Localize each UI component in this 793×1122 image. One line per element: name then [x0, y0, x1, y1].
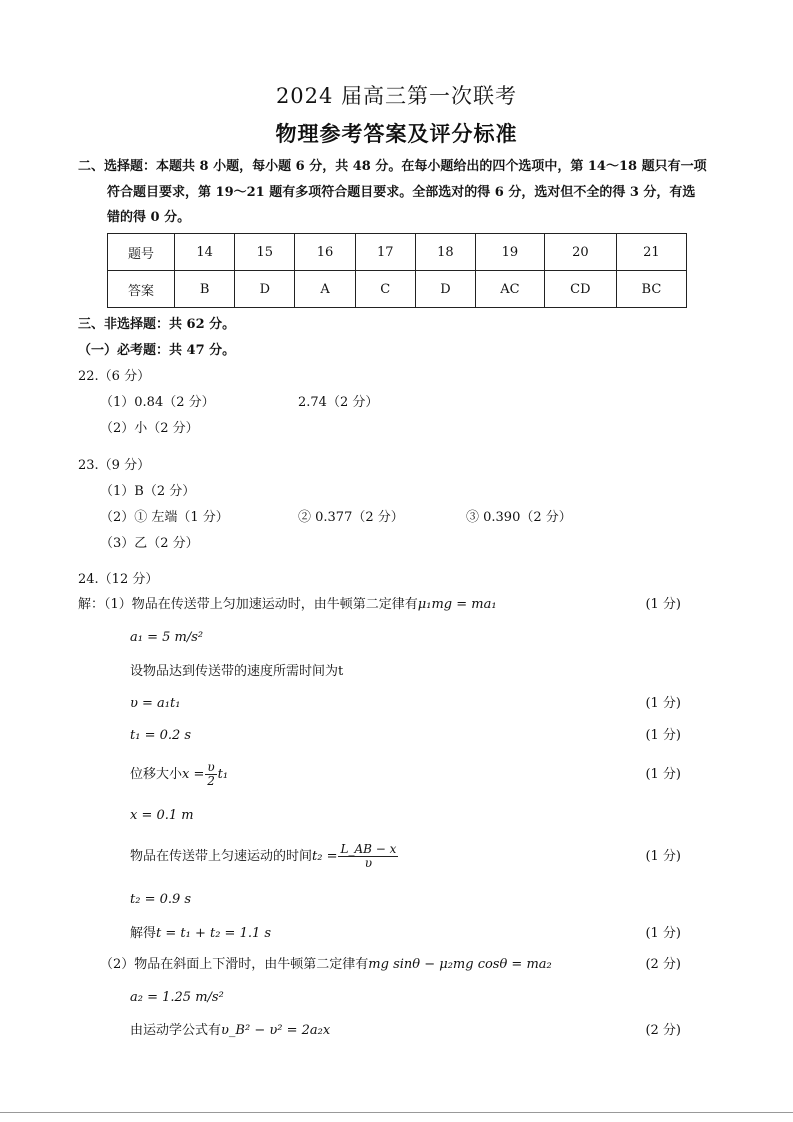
q22-part1-answer2: 2.74（2 分）: [298, 395, 379, 410]
fraction-numerator: L_AB − x: [340, 842, 397, 856]
score-mark: (1 分): [645, 926, 681, 941]
table-cell: CD: [544, 271, 616, 308]
table-cell: 18: [415, 234, 475, 271]
equation: mg sinθ − μ₂mg cosθ = ma₂: [368, 957, 552, 972]
table-cell: 15: [235, 234, 295, 271]
q24-text: 设物品达到传送带的速度所需时间为t: [130, 664, 344, 679]
equation: υ = a₁t₁: [130, 696, 181, 711]
q24-displacement: [130, 760, 228, 790]
q24-result: [130, 924, 271, 944]
table-row-numbers: [108, 234, 687, 271]
q24-text: 由运动学公式有: [130, 1023, 222, 1038]
page-bottom-rule: [0, 1112, 793, 1113]
q24-kinematics: [130, 1021, 330, 1041]
table-header-answer: 答案: [108, 271, 175, 308]
table-cell: D: [235, 271, 295, 308]
section3-subheading: （一）必考题：共 47 分。: [78, 343, 236, 358]
q23-part2-answer1: （2）① 左端（1 分）: [100, 510, 229, 525]
score-mark: (1 分): [645, 597, 681, 612]
q23-part2-answer3: ③ 0.390（2 分）: [466, 510, 572, 525]
equation: t₂ = 0.9 s: [130, 892, 192, 907]
q24-part2: [100, 955, 552, 975]
equation: a₁ = 5 m/s²: [130, 630, 204, 645]
equation: t = t₁ + t₂ = 1.1 s: [156, 926, 272, 941]
score-mark: (2 分): [645, 1023, 681, 1038]
score-mark: (1 分): [645, 728, 681, 743]
table-cell: 21: [616, 234, 686, 271]
exam-title: 2024 届高三第一次联考: [275, 84, 518, 108]
equation: t₁ = 0.2 s: [130, 728, 192, 743]
fraction-numerator: υ: [207, 760, 215, 774]
table-row-answers: [108, 271, 687, 308]
q24-text: 物品在传送带上匀速运动的时间: [130, 849, 313, 864]
table-cell: 20: [544, 234, 616, 271]
fraction-denominator: 2: [207, 774, 215, 788]
equation-lhs: t₂ =: [312, 849, 338, 864]
section2-intro-line2: 符合题目要求，第 19～21 题有多项符合题目要求。全部选对的得 6 分，选对但不全的得 3 分，有选: [107, 185, 696, 200]
table-cell: B: [175, 271, 235, 308]
score-mark: (2 分): [645, 957, 681, 972]
table-cell: AC: [476, 271, 545, 308]
q24-intro-text: 解：（1）物品在传送带上匀加速运动时，由牛顿第二定律有: [78, 597, 418, 612]
equation-lhs: x =: [182, 767, 205, 782]
q23-number: 23.（9 分）: [78, 458, 151, 473]
score-mark: (1 分): [645, 767, 681, 782]
q24-text: 位移大小: [130, 767, 183, 782]
q23-part3-answer: （3）乙（2 分）: [100, 536, 199, 551]
table-cell: C: [355, 271, 415, 308]
q22-part2-answer: （2）小（2 分）: [100, 421, 199, 436]
table-cell: A: [295, 271, 355, 308]
q24-number: 24.（12 分）: [78, 572, 159, 587]
fraction: [338, 843, 398, 870]
q24-step1: [78, 595, 497, 615]
q23-part2-answer2: ② 0.377（2 分）: [298, 510, 404, 525]
table-cell: 16: [295, 234, 355, 271]
q24-text: 解得: [130, 926, 157, 941]
equation: a₂ = 1.25 m/s²: [130, 990, 224, 1005]
q23-part1-answer: （1）B（2 分）: [100, 484, 196, 499]
equation: υ_B² − υ² = 2a₂x: [221, 1023, 331, 1038]
section2-intro-line3: 错的得 0 分。: [107, 210, 191, 225]
score-mark: (1 分): [645, 696, 681, 711]
equation: μ₁mg = ma₁: [417, 597, 497, 612]
q22-part1-answer1: （1）0.84（2 分）: [100, 395, 215, 410]
score-mark: (1 分): [645, 849, 681, 864]
table-cell: 14: [175, 234, 235, 271]
equation: x = 0.1 m: [130, 808, 194, 823]
table-cell: BC: [616, 271, 686, 308]
exam-subtitle: 物理参考答案及评分标准: [275, 121, 518, 146]
table-header-number: 题号: [108, 234, 175, 271]
table-cell: 17: [355, 234, 415, 271]
q24-text: （2）物品在斜面上下滑时，由牛顿第二定律有: [100, 957, 369, 972]
q24-uniform-motion: [130, 842, 399, 872]
fraction-denominator: υ: [364, 856, 373, 870]
fraction: [205, 761, 216, 788]
section2-intro-line1: 二、选择题：本题共 8 小题，每小题 6 分，共 48 分。在每小题给出的四个选项中，第 14～18 题只有一项: [78, 159, 707, 174]
answer-table: [107, 233, 687, 308]
q22-number: 22.（6 分）: [78, 369, 151, 384]
table-cell: D: [415, 271, 475, 308]
section3-heading: 三、非选择题：共 62 分。: [78, 317, 236, 332]
table-cell: 19: [476, 234, 545, 271]
equation-rhs: t₁: [217, 767, 229, 782]
